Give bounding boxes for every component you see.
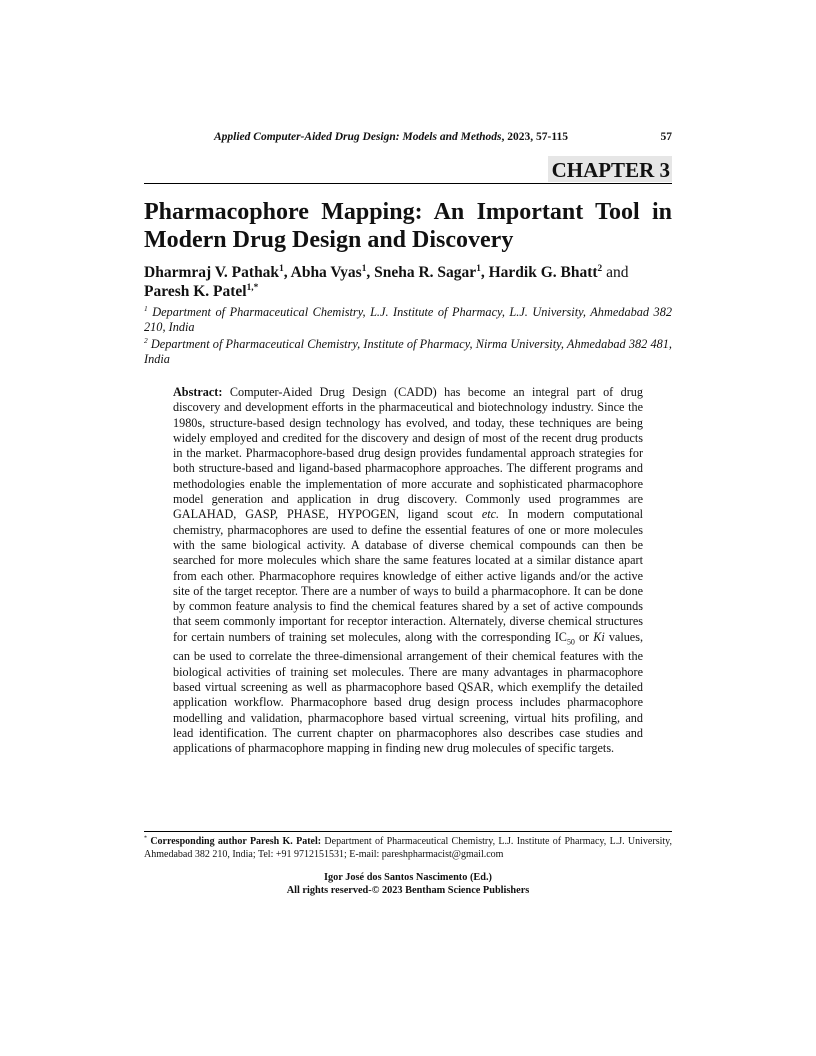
footnote-label: Corresponding author Paresh K. Patel: bbox=[150, 836, 322, 847]
journal-pages: , 2023, 57-115 bbox=[501, 131, 568, 143]
author-list: Dharmraj V. Pathak$^1$, Abha Vyas$^1$, Sneha R. Sagar$^1$, Hardik G. Bhatt$^2$ and Paresh K. Patel$^{1,*}$ bbox=[144, 263, 629, 300]
abstract-text: or bbox=[574, 629, 594, 644]
author: Dharmraj V. Pathak bbox=[144, 264, 280, 281]
header-rule bbox=[144, 183, 672, 184]
affiliation bbox=[144, 305, 672, 335]
author-affil-mark: 1 bbox=[476, 263, 481, 274]
footnote-mark: * bbox=[144, 835, 147, 842]
author-affil-mark: 1 bbox=[279, 263, 284, 274]
author: Sneha R. Sagar bbox=[374, 264, 477, 281]
chapter-label: CHAPTER 3 bbox=[548, 156, 672, 182]
affiliation-mark: 2 bbox=[144, 335, 148, 345]
author-affil-mark: 1,* bbox=[246, 282, 259, 293]
author-affil-mark: 2 bbox=[597, 263, 603, 274]
author-conjunction: and bbox=[606, 264, 629, 281]
footnote-text: Department of Pharmaceutical Chemistry, L.J. Institute of Pharmacy, L.J. University, Ahmedabad 382 210, India; Tel: +91 9712151531; E-mail: pareshpharmacist@gmail.com bbox=[144, 836, 672, 860]
journal-title: Applied Computer-Aided Drug Design: Models and Methods bbox=[214, 131, 502, 143]
abstract-ki: Ki bbox=[593, 629, 605, 644]
copyright-line: All rights reserved-© 2023 Bentham Science Publishers bbox=[286, 885, 530, 896]
abstract-label: Abstract: bbox=[173, 385, 223, 399]
page-number: 57 bbox=[660, 131, 672, 143]
abstract-text: In modern computational chemistry, pharmacophores are used to define the essential features of one or more molecules with the same biological activity. A database of diverse chemical compounds can then be searched for more molecules which share the same features located at a similar distance apart from each other. Pharmacophore requires knowledge of either active ligands and/or the active site of the target receptor. There are a number of ways to build a pharmacophore. It can be done by common feature analysis to find the chemical features shared by a set of active compounds that seem commonly important for receptor interaction. Alternately, diverse chemical structures for certain numbers of training set molecules, along with the corresponding IC bbox=[173, 507, 643, 644]
abstract bbox=[173, 385, 643, 757]
ic50-subscript: 50 bbox=[566, 637, 575, 647]
author: Hardik G. Bhatt bbox=[488, 264, 598, 281]
abstract-text: Computer-Aided Drug Design (CADD) has become an integral part of drug discovery and development efforts in the pharmaceutical and biotechnology industry. Since the 1980s, structure-based design technology has evolved, and today, these techniques are being widely employed and credited for the discovery and design of most of the recent drug products in the market. Pharmacophore-based drug design provides fundamental approach strategies for both structure-based and ligand-based pharmacophore approaches. The different programs and methodologies enable the implementation of more accurate and sophisticated pharmacophore model generation and application in drug discovery. Commonly used programmes are GALAHAD, GASP, PHASE, HYPOGEN, ligand scout bbox=[173, 385, 643, 522]
affiliation bbox=[144, 337, 672, 367]
author: Paresh K. Patel bbox=[144, 283, 247, 300]
author: Abha Vyas bbox=[290, 264, 362, 281]
corresponding-author-footnote bbox=[144, 835, 672, 861]
affiliation-text: Department of Pharmaceutical Chemistry, Institute of Pharmacy, Nirma University, Ahmedabad 382 481, India bbox=[144, 337, 672, 366]
affiliation-text: Department of Pharmaceutical Chemistry, L.J. Institute of Pharmacy, L.J. University, Ahmedabad 382 210, India bbox=[144, 305, 673, 334]
abstract-text: values, can be used to correlate the three-dimensional arrangement of their chemical features with the biological activities of training set molecules. There are many advantages in pharmacophore based virtual screening as well as pharmacophore based QSAR, which exemplify the detailed application workflow. Pharmacophore based drug design process includes pharmacophore modelling and validation, pharmacophore based virtual screening, virtual hits profiling, and lead identification. The current chapter on pharmacophores also describes case studies and applications of pharmacophore mapping in finding new drug molecules of specific targets. bbox=[173, 629, 644, 756]
footnote-rule bbox=[144, 831, 672, 832]
editor-line: Igor José dos Santos Nascimento (Ed.) bbox=[323, 872, 492, 883]
author-affil-mark: 1 bbox=[361, 263, 367, 274]
abstract-etc: etc. bbox=[481, 507, 500, 522]
chapter-title: Pharmacophore Mapping: An Important Tool in Modern Drug Design and Discovery bbox=[144, 199, 672, 253]
affiliation-mark: 1 bbox=[144, 303, 148, 313]
